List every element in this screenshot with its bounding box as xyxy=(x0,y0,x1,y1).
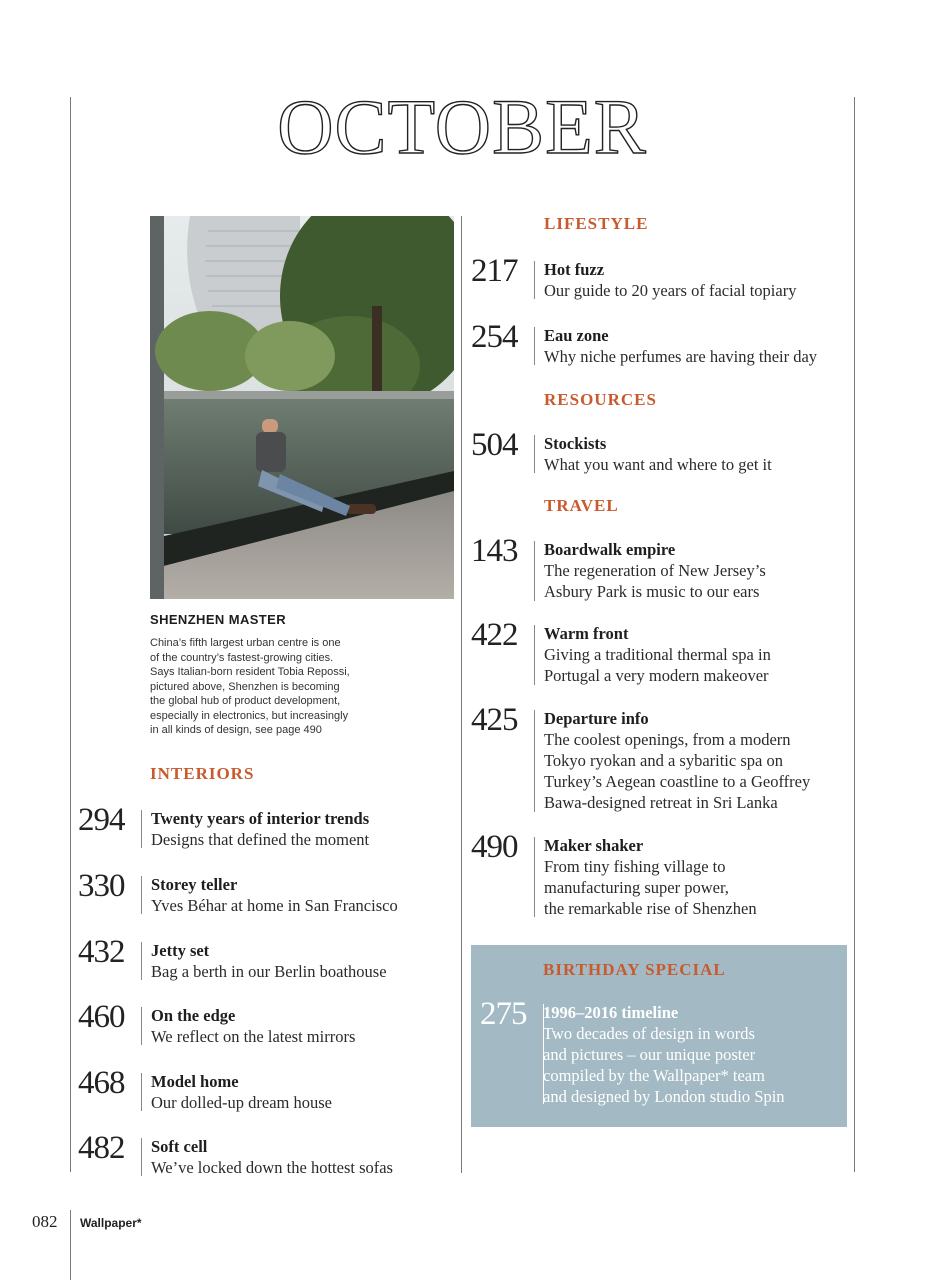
page-number: 504 xyxy=(471,427,518,463)
entry-description: Yves Béhar at home in San Francisco xyxy=(151,896,398,915)
entry-divider xyxy=(141,1138,142,1176)
entry-divider xyxy=(534,541,535,601)
entry-title: Twenty years of interior trends xyxy=(151,809,370,828)
entry-title: Soft cell xyxy=(151,1137,208,1156)
page-number: 422 xyxy=(471,617,518,653)
entry-divider xyxy=(141,1007,142,1045)
shenzhen-photo-illustration xyxy=(150,216,454,599)
page-number: 468 xyxy=(78,1065,125,1101)
left-rule xyxy=(70,97,71,1172)
feature-photo[interactable] xyxy=(150,216,454,599)
entry-title: Stockists xyxy=(544,434,607,453)
footer-page-number: 082 xyxy=(32,1212,58,1231)
feature-caption: China’s fifth largest urban centre is one of the country’s fastest-growing cities. Says Italian-born resident Tobia Repossi, pictured above, Shenzhen is becoming the global hub of product development, especially in electronics, but increasingly in all kinds of design, see page 490 xyxy=(150,637,350,736)
entry-description: Bag a berth in our Berlin boathouse xyxy=(151,962,387,981)
right-rule xyxy=(854,97,855,1172)
entry-title: Storey teller xyxy=(151,875,238,894)
entry-divider xyxy=(141,942,142,980)
entry-title: Hot fuzz xyxy=(544,260,605,279)
section-lifestyle: LIFESTYLE xyxy=(544,214,649,233)
entry-description: Why niche perfumes are having their day xyxy=(544,347,818,366)
entry-description: Our dolled-up dream house xyxy=(151,1093,332,1112)
entry-divider xyxy=(141,1073,142,1111)
entry-title: Warm front xyxy=(544,624,629,643)
page-number: 254 xyxy=(471,319,518,355)
entry-description: The coolest openings, from a modern Tokyo ryokan and a sybaritic spa on Turkey’s Aegean coastline to a Geoffrey Bawa-designed retreat in Sri Lanka xyxy=(544,730,811,812)
entry-divider xyxy=(534,625,535,685)
entry-description: The regeneration of New Jersey’s Asbury Park is music to our ears xyxy=(544,561,766,601)
footer-brand: Wallpaper* xyxy=(80,1216,142,1230)
entry-description: From tiny fishing village to manufacturing super power, the remarkable rise of Shenzhen xyxy=(544,857,757,918)
page-number: 275 xyxy=(480,996,527,1032)
entry-title: Model home xyxy=(151,1072,239,1091)
entry-title: Jetty set xyxy=(151,941,210,960)
entry-divider xyxy=(534,435,535,473)
entry-title: Boardwalk empire xyxy=(544,540,676,559)
page-number: 425 xyxy=(471,702,518,738)
entry-divider xyxy=(141,810,142,848)
entry-title: Maker shaker xyxy=(544,836,644,855)
entry-description: We reflect on the latest mirrors xyxy=(151,1027,356,1046)
birthday-special-box xyxy=(471,945,847,1127)
page-number: 432 xyxy=(78,934,125,970)
entry-description: Our guide to 20 years of facial topiary xyxy=(544,281,797,300)
entry-title: 1996–2016 timeline xyxy=(543,1003,679,1022)
entry-divider xyxy=(534,261,535,299)
section-resources: RESOURCES xyxy=(544,390,657,409)
entry-divider xyxy=(141,876,142,914)
entry-description: What you want and where to get it xyxy=(544,455,772,474)
center-rule xyxy=(461,216,462,1173)
page-number: 217 xyxy=(471,253,518,289)
entry-description: Two decades of design in words and pictures – our unique poster compiled by the Wallpaper* team and designed by London studio Spin xyxy=(543,1024,785,1106)
footer-rule xyxy=(70,1210,71,1280)
entry-title: Eau zone xyxy=(544,326,609,345)
entry-title: Departure info xyxy=(544,709,649,728)
page-number: 143 xyxy=(471,533,518,569)
entry-divider xyxy=(534,327,535,365)
section-travel: TRAVEL xyxy=(544,496,619,515)
entry-description: Giving a traditional thermal spa in Portugal a very modern makeover xyxy=(544,645,771,685)
page-number: 490 xyxy=(471,829,518,865)
page-number: 460 xyxy=(78,999,125,1035)
section-birthday-special: BIRTHDAY SPECIAL xyxy=(543,960,726,979)
page-title: OCTOBER xyxy=(277,83,647,170)
section-interiors: INTERIORS xyxy=(150,764,255,783)
page-number: 330 xyxy=(78,868,125,904)
entry-description: We’ve locked down the hottest sofas xyxy=(151,1158,393,1177)
entry-title: On the edge xyxy=(151,1006,236,1025)
entry-description: Designs that defined the moment xyxy=(151,830,370,849)
entry-divider xyxy=(534,837,535,917)
feature-title: SHENZHEN MASTER xyxy=(150,612,287,627)
page-number: 294 xyxy=(78,802,125,838)
page-number: 482 xyxy=(78,1130,125,1166)
entry-divider xyxy=(534,710,535,812)
